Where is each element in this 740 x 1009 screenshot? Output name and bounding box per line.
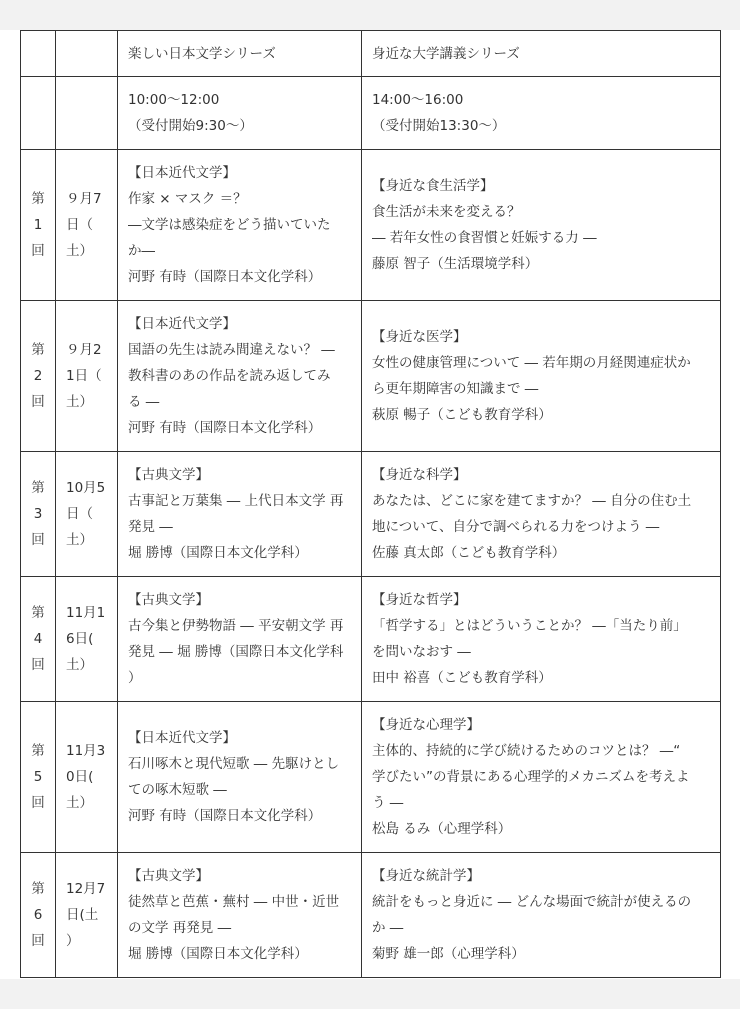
lecture-cell (362, 301, 721, 452)
lecture-cell (362, 452, 721, 577)
literature-lecturer: ） (128, 670, 142, 686)
session-date (56, 301, 118, 452)
literature-lecturer: 河野 有時（国際日本文化学科） (128, 808, 322, 824)
session-date-text: 土） (66, 532, 93, 548)
session-number (21, 702, 56, 853)
session-number (21, 577, 56, 702)
session-date (56, 150, 118, 301)
literature-title: ての啄木短歌 ― (128, 782, 227, 798)
literature-cell (118, 301, 362, 452)
session-number-text: 3 (33, 506, 43, 522)
reception-text: （受付開始13:30〜） (372, 118, 506, 134)
lecture-title: 「哲学する」とはどういうことか？ ―「当たり前」 (372, 618, 687, 634)
session-number-text: 回 (31, 933, 45, 949)
lecture-category: 【身近な科学】 (372, 467, 467, 483)
literature-title: 国語の先生は読み間違えない？ ― (128, 342, 335, 358)
session-date-text: 10月5 (66, 480, 106, 496)
literature-title: る ― (128, 394, 160, 410)
time-empty-cell (56, 77, 118, 150)
lecture-cell (362, 577, 721, 702)
literature-cell (118, 702, 362, 853)
literature-category: 【日本近代文学】 (128, 165, 236, 181)
session-date-text: 日（ (66, 506, 93, 522)
session-number-text: 第 (31, 342, 45, 358)
session-number-text: 4 (33, 631, 43, 647)
lecture-title: う ― (372, 795, 404, 811)
session-date (56, 452, 118, 577)
header-empty-cell (56, 31, 118, 77)
session-date-text: ） (66, 933, 80, 949)
lecture-title: 主体的、持続的に学び続けるためのコツとは？ ―“ (372, 743, 681, 759)
session-date-text: 11月3 (66, 743, 106, 759)
lecture-lecturer: 萩原 暢子（こども教育学科） (372, 407, 552, 423)
session-date-text: ９月7 (66, 191, 102, 207)
literature-title: 古事記と万葉集 ― 上代日本文学 再 (128, 493, 344, 509)
literature-title: 発見 ― (128, 519, 173, 535)
session-date-text: 土） (66, 243, 93, 259)
literature-lecturer: 堀 勝博（国際日本文化学科） (128, 946, 308, 962)
session-date-text: 0日( (66, 769, 94, 785)
session-number (21, 150, 56, 301)
literature-category: 【古典文学】 (128, 868, 209, 884)
literature-title: 古今集と伊勢物語 ― 平安朝文学 再 (128, 618, 344, 634)
lecture-lecturer: 菊野 雄一郎（心理学科） (372, 946, 525, 962)
session-number-text: 回 (31, 532, 45, 548)
literature-cell (118, 452, 362, 577)
literature-cell (118, 853, 362, 978)
header-literature-series: 楽しい日本文学シリーズ (118, 31, 362, 77)
literature-title: ―文学は感染症をどう描いていた (128, 217, 331, 233)
session-date-text: 土） (66, 394, 93, 410)
session-row-3 (21, 452, 721, 577)
lecture-title: 統計をもっと身近に ― どんな場面で統計が使えるの (372, 894, 692, 910)
literature-lecturer: 堀 勝博（国際日本文化学科） (128, 545, 308, 561)
top-margin-band (0, 0, 740, 30)
lecture-title: 地について、自分で調べられる力をつけよう ― (372, 519, 660, 535)
lecture-title: ― 若年女性の食習慣と妊娠する力 ― (372, 230, 597, 246)
session-date (56, 577, 118, 702)
literature-category: 【日本近代文学】 (128, 730, 236, 746)
header-empty-cell (21, 31, 56, 77)
session-number-text: 回 (31, 657, 45, 673)
lecture-title: 女性の健康管理について ― 若年期の月経関連症状か (372, 355, 691, 371)
session-number-text: 第 (31, 743, 45, 759)
literature-cell (118, 577, 362, 702)
lecture-cell (362, 150, 721, 301)
literature-category: 【古典文学】 (128, 467, 209, 483)
session-number-text: 回 (31, 243, 45, 259)
session-date-text: 1日（ (66, 368, 102, 384)
literature-lecturer: 河野 有時（国際日本文化学科） (128, 269, 322, 285)
time-row (21, 77, 721, 150)
lecture-category: 【身近な哲学】 (372, 592, 467, 608)
time-text: 14:00〜16:00 (372, 92, 464, 108)
session-row-4 (21, 577, 721, 702)
session-row-2 (21, 301, 721, 452)
schedule-table (20, 30, 721, 978)
session-number-text: 回 (31, 394, 45, 410)
time-text: 10:00〜12:00 (128, 92, 220, 108)
literature-category: 【古典文学】 (128, 592, 209, 608)
session-number-text: 1 (33, 217, 43, 233)
session-row-1 (21, 150, 721, 301)
session-number-text: 6 (33, 907, 43, 923)
literature-title: か― (128, 243, 155, 259)
bottom-margin-band (0, 979, 740, 1009)
session-number (21, 452, 56, 577)
session-date-text: 12月7 (66, 881, 106, 897)
header-lecture-series: 身近な大学講義シリーズ (362, 31, 721, 77)
header-row (21, 31, 721, 77)
lecture-lecturer: 田中 裕喜（こども教育学科） (372, 670, 552, 686)
session-number (21, 301, 56, 452)
lecture-title: 食生活が未来を変える？ (372, 204, 521, 220)
lecture-lecturer: 松島 るみ（心理学科） (372, 821, 512, 837)
lecture-title: 学びたい”の背景にある心理学的メカニズムを考えよ (372, 769, 690, 785)
session-number-text: 第 (31, 881, 45, 897)
lecture-title: を問いなおす ― (372, 644, 471, 660)
session-date-text: 土） (66, 795, 93, 811)
session-number-text: 回 (31, 795, 45, 811)
session-number-text: 第 (31, 605, 45, 621)
session-date-text: 土） (66, 657, 93, 673)
lecture-lecturer: 佐藤 真太郎（こども教育学科） (372, 545, 566, 561)
literature-title: 教科書のあの作品を読み返してみ (128, 368, 331, 384)
session-number-text: 2 (33, 368, 43, 384)
session-date (56, 702, 118, 853)
session-date-text: 6日( (66, 631, 94, 647)
reception-text: （受付開始9:30〜） (128, 118, 253, 134)
session-date-text: 11月1 (66, 605, 106, 621)
lecture-category: 【身近な医学】 (372, 329, 467, 345)
lecture-category: 【身近な心理学】 (372, 717, 480, 733)
lecture-time-cell (362, 77, 721, 150)
session-row-6 (21, 853, 721, 978)
literature-title: の文学 再発見 ― (128, 920, 232, 936)
literature-title: 徒然草と芭蕉・蕪村 ― 中世・近世 (128, 894, 340, 910)
time-empty-cell (21, 77, 56, 150)
lecture-cell (362, 853, 721, 978)
lecture-title: か ― (372, 920, 404, 936)
session-number-text: 第 (31, 480, 45, 496)
lecture-lecturer: 藤原 智子（生活環境学科） (372, 256, 539, 272)
literature-category: 【日本近代文学】 (128, 316, 236, 332)
literature-title: 石川啄木と現代短歌 ― 先駆けとし (128, 756, 340, 772)
lecture-cell (362, 702, 721, 853)
literature-title: 発見 ― 堀 勝博（国際日本文化学科 (128, 644, 344, 660)
literature-title: 作家 × マスク ＝？ (128, 191, 247, 207)
lecture-category: 【身近な統計学】 (372, 868, 480, 884)
literature-cell (118, 150, 362, 301)
lecture-title: あなたは、どこに家を建てますか？ ― 自分の住む土 (372, 493, 692, 509)
session-date-text: 日(土 (66, 907, 99, 923)
session-number (21, 853, 56, 978)
lecture-category: 【身近な食生活学】 (372, 178, 494, 194)
lecture-title: ら更年期障害の知識まで ― (372, 381, 539, 397)
session-date-text: 日（ (66, 217, 93, 233)
session-date (56, 853, 118, 978)
session-row-5 (21, 702, 721, 853)
literature-lecturer: 河野 有時（国際日本文化学科） (128, 420, 322, 436)
session-number-text: 5 (33, 769, 43, 785)
session-date-text: ９月2 (66, 342, 102, 358)
literature-time-cell (118, 77, 362, 150)
session-number-text: 第 (31, 191, 45, 207)
